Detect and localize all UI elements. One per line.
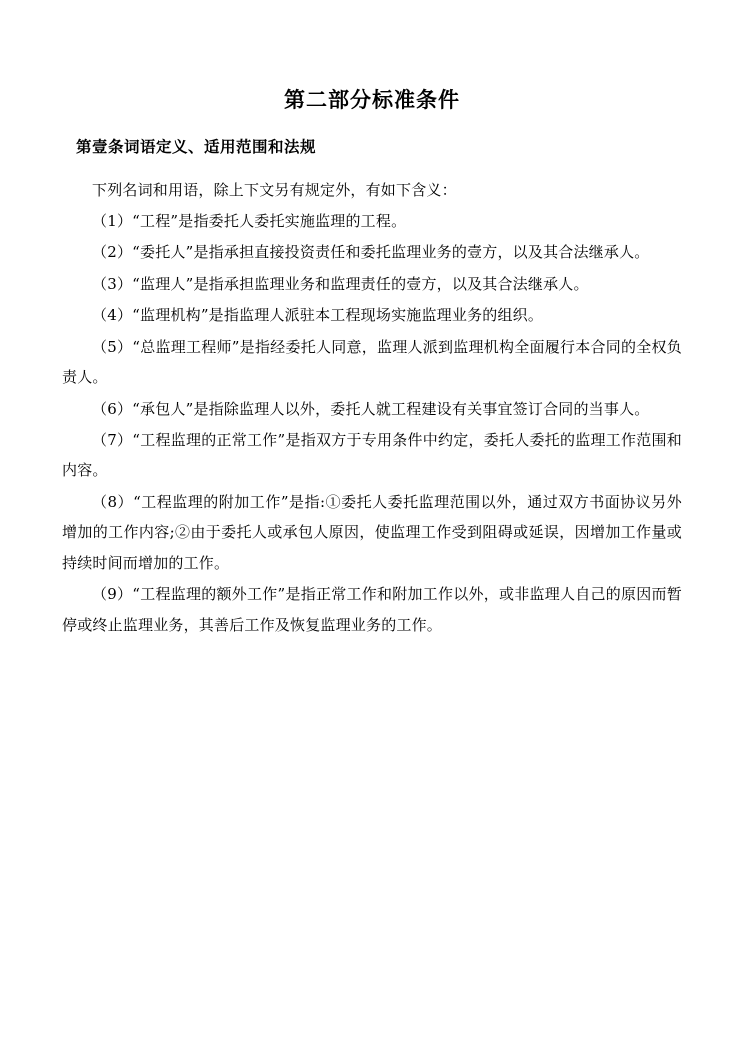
paragraph-intro: 下列名词和用语，除上下文另有规定外，有如下含义： bbox=[92, 180, 457, 199]
paragraph-item-8: （8）“工程监理的附加工作”是指:①委托人委托监理范围以外，通过双方书面协议另外增加的工作内容;②由于委托人或承包人原因，使监理工作受到阻碍或延误，因增加工作量或持续时间而增加的工作。 bbox=[62, 492, 682, 572]
section-heading: 第壹条词语定义、适用范围和法规 bbox=[76, 137, 317, 157]
paragraph-item-3: （3）“监理人”是指承担监理业务和监理责任的壹方，以及其合法继承人。 bbox=[92, 274, 589, 293]
paragraph-item-5: （5）“总监理工程师”是指经委托人同意，监理人派到监理机构全面履行本合同的全权负责人。 bbox=[62, 337, 682, 387]
paragraph-item-6: （6）“承包人”是指除监理人以外，委托人就工程建设有关事宜签订合同的当事人。 bbox=[92, 399, 650, 418]
paragraph-item-7: （7）“工程监理的正常工作”是指双方于专用条件中约定，委托人委托的监理工作范围和内容。 bbox=[62, 431, 682, 480]
paragraph-item-2: （2）“委托人”是指承担直接投资责任和委托监理业务的壹方，以及其合法继承人。 bbox=[92, 243, 650, 262]
paragraph-item-9: （9）“工程监理的额外工作”是指正常工作和附加工作以外，或非监理人自己的原因而暂停或终止监理业务，其善后工作及恢复监理业务的工作。 bbox=[62, 585, 682, 634]
paragraph-item-1: （1）“工程”是指委托人委托实施监理的工程。 bbox=[92, 211, 407, 230]
paragraph-item-4: （4）“监理机构”是指监理人派驻本工程现场实施监理业务的组织。 bbox=[92, 306, 544, 325]
page-title: 第二部分标准条件 bbox=[284, 87, 460, 112]
